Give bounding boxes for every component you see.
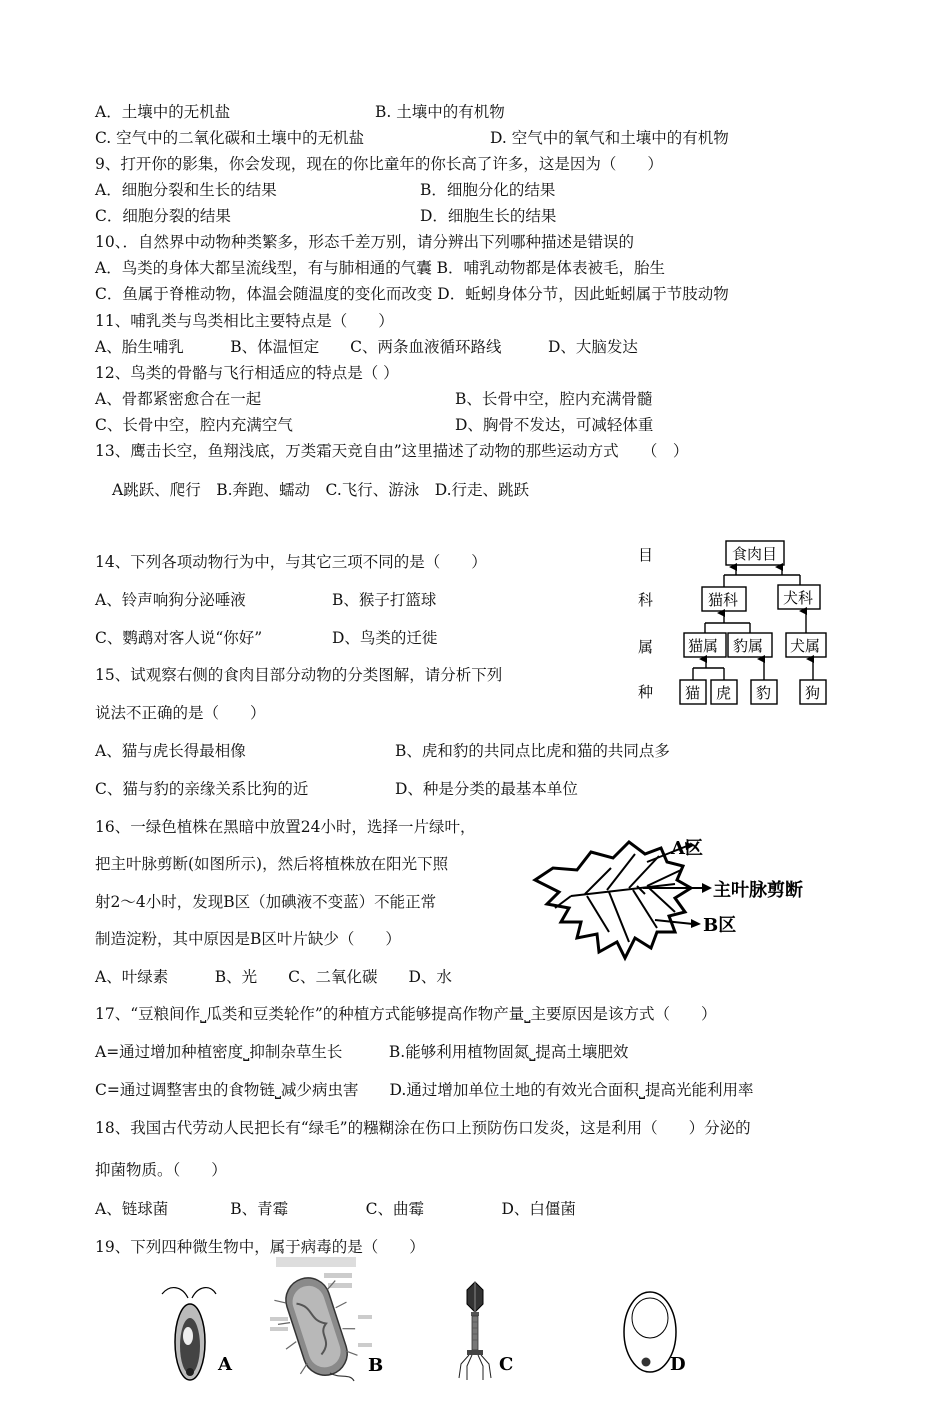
option-12c: C、长骨中空，腔内充满空气 <box>95 416 293 434</box>
microbe-d-label: D <box>670 1354 686 1375</box>
microbe-c-label: C <box>499 1354 514 1375</box>
question-16-line4: 制造淀粉，其中原因是B区叶片缺少（ ） <box>95 930 401 948</box>
genus-cat-label: 猫属 <box>688 637 719 655</box>
rank-family-label: 科 <box>638 591 654 609</box>
microbe-b-bacterium <box>270 1255 390 1385</box>
question-16: 16、一绿色植株在黑暗中放置24小时，选择一片绿叶， <box>95 818 476 836</box>
species-tiger-label: 虎 <box>716 684 732 702</box>
options-13: A跳跃、爬行 B.奔跑、蠕动 C.飞行、游泳 D.行走、跳跃 <box>112 481 530 499</box>
question-12: 12、鸟类的骨骼与飞行相适应的特点是（ ） <box>95 364 399 382</box>
option-15c: C、猫与豹的亲缘关系比狗的近 <box>95 780 309 798</box>
leaf-figure <box>525 828 835 968</box>
option-15a: A、猫与虎长得最相像 <box>95 742 246 760</box>
family-dog-label: 犬科 <box>783 589 814 607</box>
option-14a: A、铃声响狗分泌唾液 <box>95 591 246 609</box>
species-cat-label: 猫 <box>685 684 701 702</box>
option-8b: B. 土壤中的有机物 <box>375 103 505 121</box>
question-18: 18、我国古代劳动人民把长有“绿毛”的糨糊涂在伤口上预防伤口发炎，这是利用（ ）分泌的 <box>95 1119 751 1137</box>
option-12a: A、骨都紧密愈合在一起 <box>95 390 262 408</box>
taxonomy-diagram <box>620 535 850 710</box>
option-15d: D、种是分类的最基本单位 <box>395 780 578 798</box>
rank-genus-label: 属 <box>638 638 654 656</box>
question-15: 15、试观察右侧的食肉目部分动物的分类图解，请分析下列 <box>95 666 503 684</box>
option-8a: A．土壤中的无机盐 <box>95 103 231 121</box>
options-11: A、胎生哺乳 B、体温恒定 C、两条血液循环路线 D、大脑发达 <box>95 338 638 356</box>
option-8d: D. 空气中的氧气和土壤中的有机物 <box>490 129 729 147</box>
species-dog-label: 狗 <box>805 684 821 702</box>
zone-a-label: A区 <box>671 838 703 859</box>
question-15-cont: 说法不正确的是（ ） <box>95 704 266 722</box>
option-10ab: A．鸟类的身体大都呈流线型，有与肺相通的气囊 B．哺乳动物都是体表被毛，胎生 <box>95 259 666 277</box>
option-14b: B、猴子打篮球 <box>332 591 437 609</box>
order-label: 食肉目 <box>732 545 778 563</box>
option-12d: D、胸骨不发达，可减轻体重 <box>455 416 654 434</box>
option-8c: C. 空气中的二氧化碳和土壤中的无机盐 <box>95 129 365 147</box>
question-11: 11、哺乳类与鸟类相比主要特点是（ ） <box>95 312 394 330</box>
option-14d: D、鸟类的迁徙 <box>332 629 438 647</box>
family-cat-label: 猫科 <box>708 591 739 609</box>
cut-label: 主叶脉剪断 <box>713 880 803 901</box>
options-16: A、叶绿素 B、光 C、二氧化碳 D、水 <box>95 968 452 986</box>
option-9b: B．细胞分化的结果 <box>420 181 556 199</box>
question-18-cont: 抑菌物质。（ ） <box>95 1161 227 1179</box>
option-14c: C、鹦鹉对客人说“你好” <box>95 629 263 647</box>
option-10cd: C．鱼属于脊椎动物，体温会随温度的变化而改变 D．蚯蚓身体分节，因此蚯蚓属于节肢动物 <box>95 285 729 303</box>
options-17cd: C=通过调整害虫的食物链⎵减少病虫害 D.通过增加单位土地的有效光合面积⎵提高光能利用率 <box>95 1081 754 1099</box>
option-12b: B、长骨中空，腔内充满骨髓 <box>455 390 653 408</box>
option-9a: A．细胞分裂和生长的结果 <box>95 181 277 199</box>
rank-order-label: 目 <box>638 546 654 564</box>
option-9c: C．细胞分裂的结果 <box>95 207 231 225</box>
question-16-line2: 把主叶脉剪断(如图所示)，然后将植株放在阳光下照 <box>95 855 449 873</box>
question-17: 17、“豆粮间作⎵瓜类和豆类轮作”的种植方式能够提高作物产量⎵主要原因是该方式（ ） <box>95 1005 717 1023</box>
microbe-d-cell <box>612 1282 702 1392</box>
question-9: 9、打开你的影集，你会发现，现在的你比童年的你长高了许多，这是因为（ ） <box>95 155 663 173</box>
question-14: 14、下列各项动物行为中，与其它三项不同的是（ ） <box>95 553 487 571</box>
species-leopard-label: 豹 <box>756 684 772 702</box>
zone-b-label: B区 <box>703 915 737 936</box>
microbe-a-euglena <box>152 1280 242 1390</box>
option-15b: B、虎和豹的共同点比虎和猫的共同点多 <box>395 742 670 760</box>
options-18: A、链球菌 B、青霉 C、曲霉 D、白僵菌 <box>95 1200 576 1218</box>
rank-species-label: 种 <box>638 683 654 701</box>
microbe-b-label: B <box>368 1355 384 1376</box>
question-13: 13、鹰击长空，鱼翔浅底，万类霜天竞自由”这里描述了动物的那些运动方式 （ ） <box>95 442 689 460</box>
question-16-line3: 射2～4小时，发现B区（加碘液不变蓝）不能正常 <box>95 893 437 911</box>
question-19: 19、下列四种微生物中，属于病毒的是（ ） <box>95 1238 425 1256</box>
options-17ab: A=通过增加种植密度⎵抑制杂草生长 B.能够利用植物固氮⎵提高土壤肥效 <box>95 1043 629 1061</box>
genus-leopard-label: 豹属 <box>733 637 764 655</box>
microbe-a-label: A <box>218 1354 232 1375</box>
option-9d: D．细胞生长的结果 <box>420 207 557 225</box>
question-10: 10、．自然界中动物种类繁多，形态千差万别，请分辨出下列哪种描述是错误的 <box>95 233 634 251</box>
microbe-c-bacteriophage <box>455 1280 535 1390</box>
genus-dog-label: 犬属 <box>790 637 821 655</box>
